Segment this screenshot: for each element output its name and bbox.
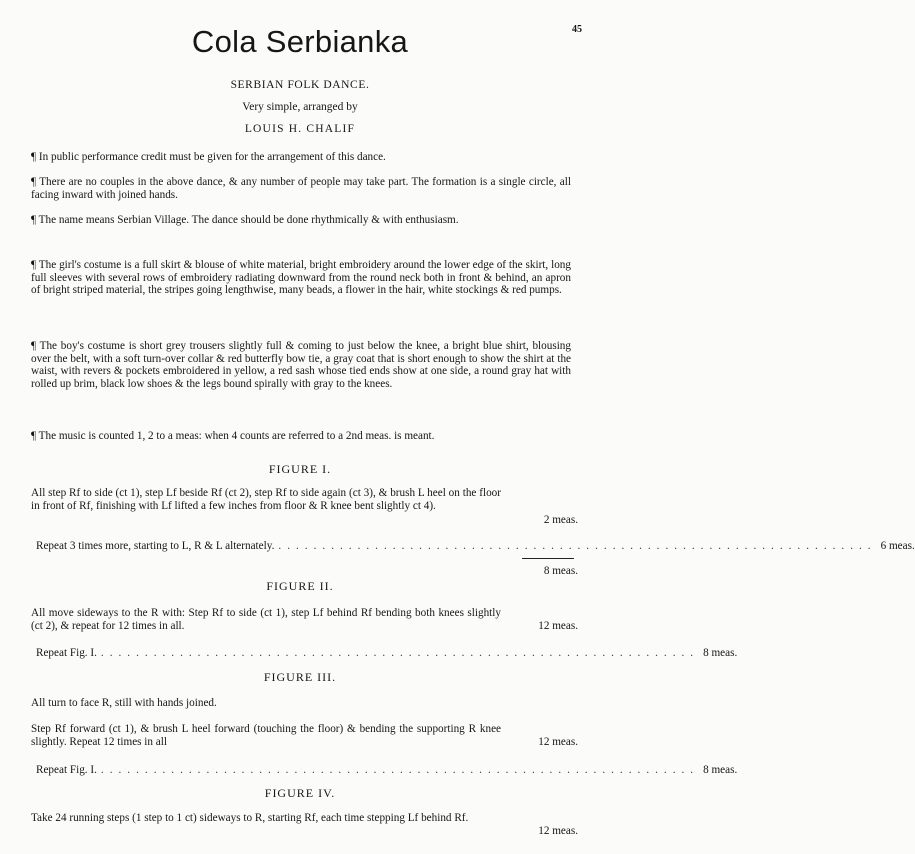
figure-4-heading: FIGURE IV.	[264, 786, 336, 800]
figure-3-step-1: Step Rf forward (ct 1), & brush L heel forward (touching the floor) & bending the supporting R knee slightly. Repeat 12 times in all	[31, 723, 501, 748]
figure-3-step-2	[36, 764, 738, 777]
arranged-by-line: Very simple, arranged by	[242, 101, 358, 113]
figure-2-step-1-measures: 12 meas.	[538, 620, 578, 632]
figure-3-step-2-text: Repeat Fig. I.	[36, 764, 97, 776]
page-title: Cola Serbianka	[191, 24, 409, 59]
figure-2-step-1: All move sideways to the R with: Step Rf to side (ct 1), step Lf behind Rf bending both knees slightly (ct 2), & repeat for 12 times in all.	[31, 607, 501, 632]
figure-2-step-2-measures: 8 meas.	[703, 647, 738, 659]
figure-1-step-2-measures: 6 meas.	[880, 540, 915, 552]
leader-dots: ....................................................................	[100, 764, 700, 776]
figure-3-step-1-measures: 12 meas.	[538, 736, 578, 748]
note-music-count: ¶ The music is counted 1, 2 to a meas: when 4 counts are referred to a 2nd meas. is meant.	[31, 430, 435, 442]
figure-3-intro: All turn to face R, still with hands joined.	[31, 697, 217, 709]
leader-dots: ....................................................................	[100, 647, 700, 659]
figure-1-step-2	[36, 540, 915, 553]
sum-rule	[522, 558, 574, 559]
figure-1-step-2-text: Repeat 3 times more, starting to L, R & L alternately.	[36, 540, 275, 552]
figure-1-step-1: All step Rf to side (ct 1), step Lf beside Rf (ct 2), step Rf to side again (ct 3), & brush L heel on the floor in front of Rf, finishing with Lf lifted a few inches from floor & R knee bent slightly ct 4).	[31, 487, 501, 512]
figure-3-heading: FIGURE III.	[263, 670, 337, 684]
figure-2-step-2	[36, 647, 738, 660]
subtitle: SERBIAN FOLK DANCE.	[230, 79, 370, 91]
leader-dots: ....................................................................	[278, 540, 877, 552]
author-name: LOUIS H. CHALIF	[244, 123, 356, 135]
note-formation: ¶ There are no couples in the above dance, & any number of people may take part. The formation is a single circle, all facing inward with joined hands.	[31, 176, 571, 201]
note-name-meaning: ¶ The name means Serbian Village. The dance should be done rhythmically & with enthusiasm.	[31, 214, 459, 226]
figure-2-heading: FIGURE II.	[266, 579, 334, 593]
page-number: 45	[572, 24, 582, 35]
figure-2-step-2-text: Repeat Fig. I.	[36, 647, 97, 659]
figure-3-step-2-measures: 8 meas.	[703, 764, 738, 776]
figure-1-heading: FIGURE I.	[268, 462, 332, 476]
note-credit: ¶ In public performance credit must be given for the arrangement of this dance.	[31, 151, 386, 163]
note-girls-costume: ¶ The girl's costume is a full skirt & blouse of white material, bright embroidery around the lower edge of the skirt, long full sleeves with several rows of embroidery radiating downward from the round neck both in front & behind, an apron of bright striped material, the stripes going lengthwise, many beads, a flower in the hair, white stockings & red pumps.	[31, 259, 571, 296]
figure-4-step-1-measures: 12 meas.	[538, 825, 578, 837]
figure-4-step-1: Take 24 running steps (1 step to 1 ct) sideways to R, starting Rf, each time stepping Lf behind Rf.	[31, 812, 469, 824]
note-boys-costume: ¶ The boy's costume is short grey trousers slightly full & coming to just below the knee, a bright blue shirt, blousing over the belt, with a soft turn-over collar & red butterfly bow tie, a gray coat that is short enough to show the shirt at the waist, with revers & pockets embroidered in yellow, a red sash whose tied ends show at one side, a round gray hat with rolled up brim, black low shoes & the legs bound spirally with gray to the knees.	[31, 340, 571, 390]
figure-1-total: 8 meas.	[543, 565, 578, 577]
figure-1-step-1-measures: 2 meas.	[543, 514, 578, 526]
